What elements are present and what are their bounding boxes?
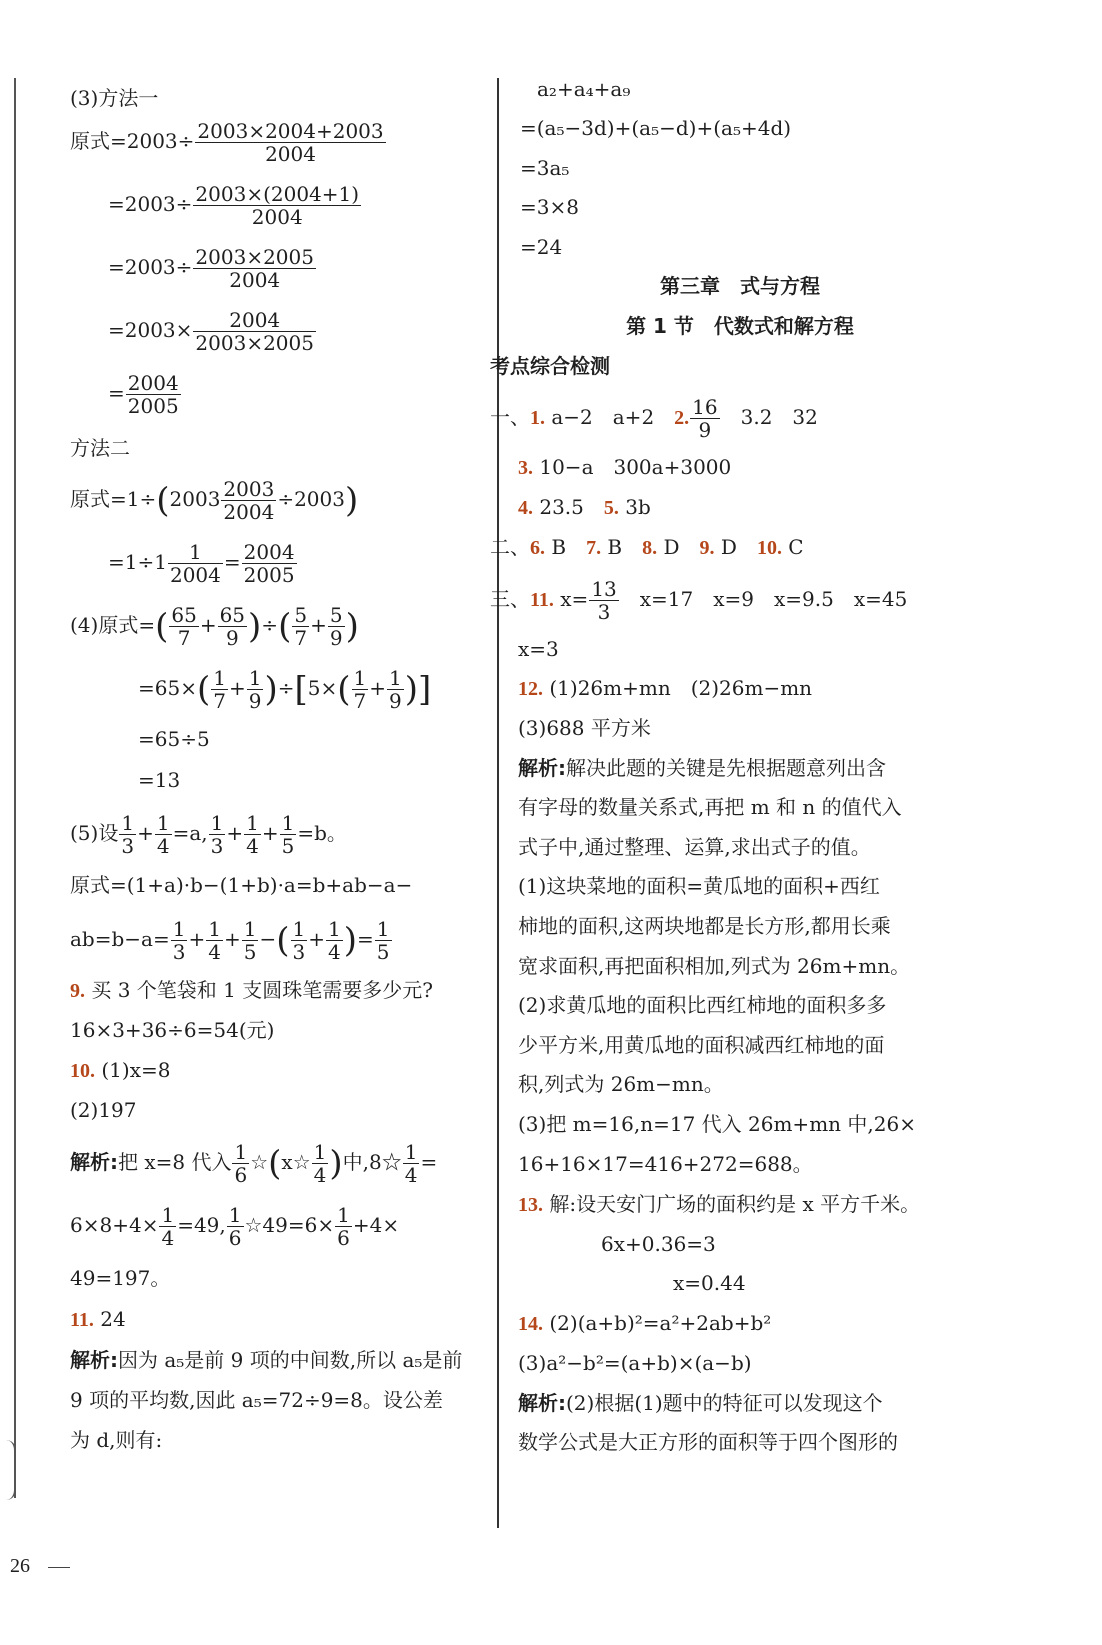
question-14-analysis-1: 解析:(2)根据(1)题中的特征可以发现这个 <box>518 1391 883 1415</box>
answers-part-2: 二、6. B 7. B 8. D 9. D 10. C <box>490 535 804 559</box>
question-10-part2: (2)197 <box>70 1098 137 1122</box>
fraction: $\frac{2004}{2005}$ <box>127 371 179 418</box>
fraction: $\frac{2003\times(2004+1)}{2004}$ <box>195 182 360 229</box>
method1-label: (3)方法一 <box>70 86 159 110</box>
page-number-dash <box>48 1567 70 1568</box>
question-12-analysis-5: 柿地的面积,这两块地都是长方形,都用长乘 <box>518 914 891 938</box>
sum-line-3: =3a₅ <box>520 156 570 180</box>
question-12-analysis-8: 少平方米,用黄瓜地的面积减西红柿地的面 <box>518 1033 885 1057</box>
fraction: $\frac{2003\times 2004+2003}{2004}$ <box>197 119 384 166</box>
part5-line-2: 原式=(1+a)·b−(1+b)·a=b+ab−a− <box>70 873 413 897</box>
answers-part-3: 三、11. x= $\frac{13}{3}$ x=17 x=9 x=9.5 x=45 <box>490 577 908 624</box>
part5-line-3: ab=b−a= $\frac{1}{3}$ + $\frac{1}{4}$ + $\frac{1}{5}$ −( $\frac{1}{3}$ + $\frac{1}{4}$ )= $\frac{1}{5}$ <box>70 917 390 964</box>
question-13-equation-2: x=0.44 <box>673 1271 746 1295</box>
calc-line-1: 原式=2003÷ $\frac{2003\times 2004+2003}{2004}$ <box>70 119 384 166</box>
answers-part-1-q3: 3. 10−a 300a+3000 <box>518 455 732 479</box>
question-10: 10. (1)x=8 <box>70 1058 171 1082</box>
calc-line-5: = $\frac{2004}{2005}$ <box>108 371 179 418</box>
question-12-analysis-10: (3)把 m=16,n=17 代入 26m+mn 中,26× <box>518 1112 916 1136</box>
sum-line-4: =3×8 <box>520 195 579 219</box>
section-title: 第 1 节 代数式和解方程 <box>626 314 854 338</box>
method2-line-2: =1÷1 $\frac{1}{2004}$ = $\frac{2004}{2005}$ <box>108 540 295 587</box>
part4-line-2: =65×( $\frac{1}{7}$ + $\frac{1}{9}$ )÷[5×( $\frac{1}{7}$ + $\frac{1}{9}$ )] <box>138 666 432 713</box>
part4-line-1: (4)原式=( $\frac{65}{7}$ + $\frac{65}{9}$ )÷( $\frac{5}{7}$ + $\frac{5}{9}$ ) <box>70 603 359 650</box>
question-10-analysis-2: 6×8+4× $\frac{1}{4}$ =49, $\frac{1}{6}$ ☆49=6× $\frac{1}{6}$ +4× <box>70 1203 400 1250</box>
calc-line-3: =2003÷ $\frac{2003\times 2005}{2004}$ <box>108 245 314 292</box>
method2-line-1: 原式=1÷(2003 $\frac{2003}{2004}$ ÷2003) <box>70 477 359 524</box>
question-11-analysis-2: 9 项的平均数,因此 a₅=72÷9=8。设公差 <box>70 1388 443 1412</box>
fraction: $\frac{2003\times 2005}{2004}$ <box>195 245 314 292</box>
question-9: 9. 买 3 个笔袋和 1 支圆珠笔需要多少元? <box>70 978 433 1002</box>
calc-line-4: =2003× $\frac{2004}{2003\times 2005}$ <box>108 308 314 355</box>
answers-part-3-x3: x=3 <box>518 637 559 661</box>
page-number: 26 <box>10 1555 30 1577</box>
fraction: $\frac{2004}{2003\times 2005}$ <box>195 308 314 355</box>
question-9-calc: 16×3+36÷6=54(元) <box>70 1018 275 1042</box>
question-12-analysis-4: (1)这块菜地的面积=黄瓜地的面积+西红 <box>518 874 880 898</box>
question-14: 14. (2)(a+b)²=a²+2ab+b² <box>518 1311 772 1335</box>
part4-line-3: =65÷5 <box>138 727 210 751</box>
question-10-analysis-3: 49=197。 <box>70 1266 171 1290</box>
question-14-part3: (3)a²−b²=(a+b)×(a−b) <box>518 1351 752 1375</box>
answers-part-1-q4: 4. 23.5 5. 3b <box>518 495 651 519</box>
question-12-analysis-7: (2)求黄瓜地的面积比西红柿地的面积多多 <box>518 993 887 1017</box>
question-11: 11. 24 <box>70 1307 126 1331</box>
question-12-analysis-1: 解析:解决此题的关键是先根据题意列出含 <box>518 756 886 780</box>
question-12-analysis-11: 16+16×17=416+272=688。 <box>518 1152 813 1176</box>
question-14-analysis-2: 数学公式是大正方形的面积等于四个图形的 <box>518 1430 898 1454</box>
question-11-analysis-1: 解析:因为 a₅是前 9 项的中间数,所以 a₅是前 <box>70 1348 463 1372</box>
sum-line-2: =(a₅−3d)+(a₅−d)+(a₅+4d) <box>520 116 792 140</box>
sum-line-5: =24 <box>520 235 563 259</box>
method2-label: 方法二 <box>70 436 130 460</box>
page-edge-line <box>14 78 16 1498</box>
question-13-equation-1: 6x+0.36=3 <box>601 1232 716 1256</box>
question-12-analysis-3: 式子中,通过整理、运算,求出式子的值。 <box>518 835 871 859</box>
calc-line-2: =2003÷ $\frac{2003\times(2004+1)}{2004}$ <box>108 182 360 229</box>
question-13: 13. 解:设天安门广场的面积约是 x 平方千米。 <box>518 1192 921 1216</box>
question-12-analysis-2: 有字母的数量关系式,再把 m 和 n 的值代入 <box>518 795 902 819</box>
page-edge-curve <box>6 1440 16 1500</box>
question-10-analysis-1: 解析:把 x=8 代入 $\frac{1}{6}$ ☆(x☆ $\frac{1}{4}$ )中,8☆ $\frac{1}{4}$ = <box>70 1140 438 1187</box>
answers-part-1: 一、1. a−2 a+2 2. $\frac{16}{9}$ 3.2 32 <box>490 395 818 442</box>
part5-line-1: (5)设 $\frac{1}{3}$ + $\frac{1}{4}$ =a, $\frac{1}{3}$ + $\frac{1}{4}$ + $\frac{1}{5}$ =b。 <box>70 811 347 858</box>
sum-line-1: a₂+a₄+a₉ <box>537 77 631 101</box>
question-12-analysis-9: 积,列式为 26m−mn。 <box>518 1072 724 1096</box>
section-heading: 考点综合检测 <box>490 354 610 378</box>
question-12-part3: (3)688 平方米 <box>518 716 651 740</box>
part4-line-4: =13 <box>138 768 181 792</box>
chapter-title: 第三章 式与方程 <box>660 274 820 298</box>
question-11-analysis-3: 为 d,则有: <box>70 1428 163 1452</box>
question-12-analysis-6: 宽求面积,再把面积相加,列式为 26m+mn。 <box>518 954 911 978</box>
column-divider <box>497 78 499 1528</box>
question-12: 12. (1)26m+mn (2)26m−mn <box>518 676 813 700</box>
